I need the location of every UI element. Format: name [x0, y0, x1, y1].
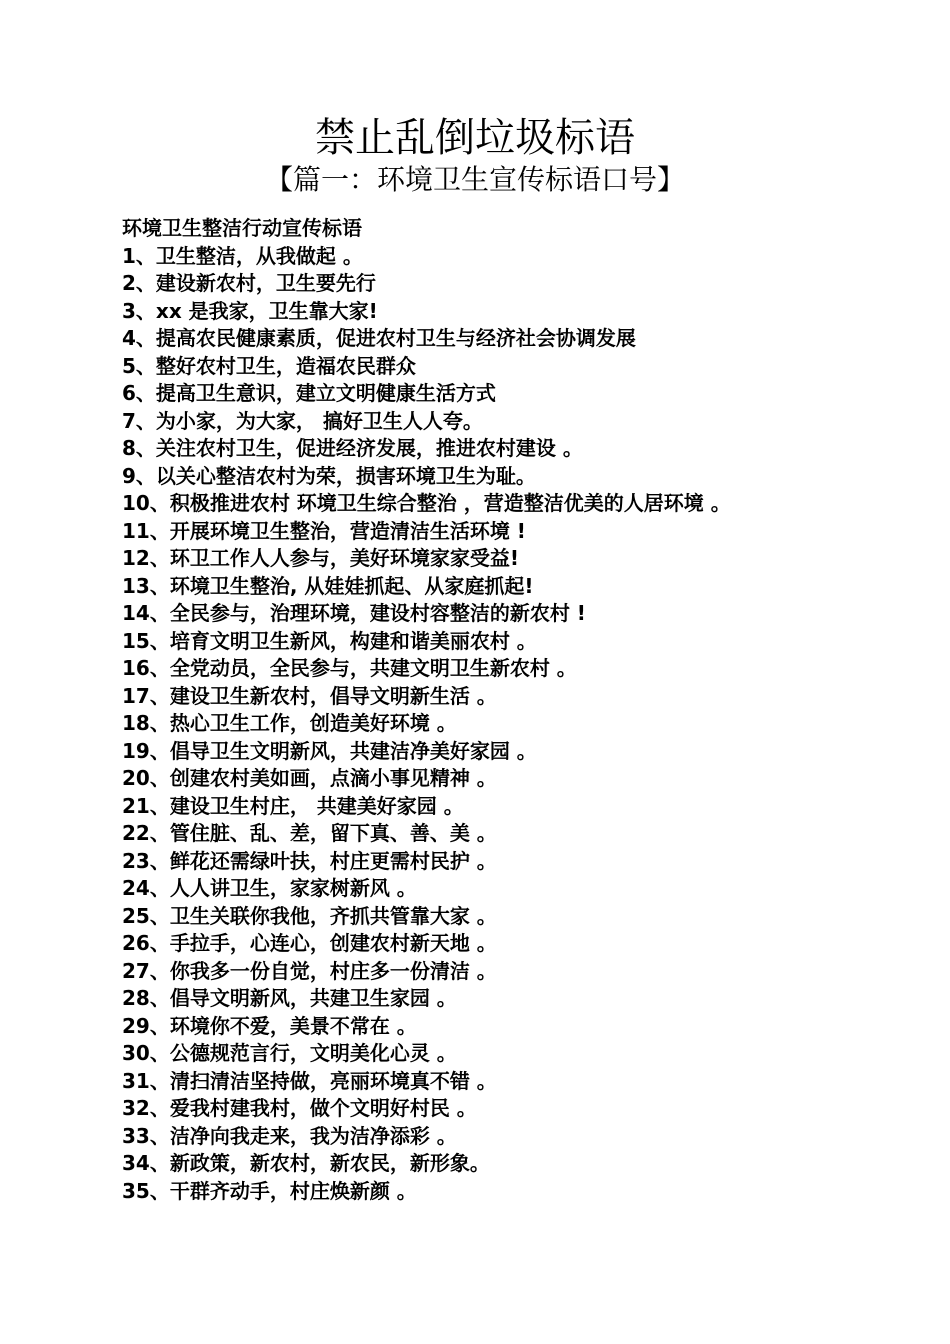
slogan-item: 3、xx 是我家，卫生靠大家!: [122, 298, 378, 323]
slogan-item: 2、建设新农村，卫生要先行: [122, 271, 376, 295]
slogan-item: 28、倡导文明新风，共建卫生家园 。: [122, 986, 457, 1010]
slogan-item: 31、清扫清洁坚持做，亮丽环境真不错 。: [122, 1068, 497, 1093]
slogan-item: 22、管住脏、乱、差，留下真、善、美 。: [122, 821, 497, 845]
slogan-item: 15、培育文明卫生新风，构建和谐美丽农村 。: [122, 628, 537, 653]
slogan-item: 35、干群齐动手，村庄焕新颜 。: [122, 1178, 417, 1203]
section-heading: 环境卫生整洁行动宣传标语: [122, 216, 362, 240]
slogan-item: 17、建设卫生新农村，倡导文明新生活 。: [122, 683, 497, 708]
document-title: 禁止乱倒垃圾标语: [315, 115, 635, 161]
slogan-item: 14、全民参与，治理环境，建设村容整洁的新农村 !: [122, 601, 586, 625]
slogan-item: 12、环卫工作人人参与，美好环境家家受益!: [122, 546, 519, 570]
slogan-item: 9、以关心整洁农村为荣，损害环境卫生为耻。: [122, 463, 536, 488]
slogan-item: 24、人人讲卫生，家家树新风 。: [122, 876, 417, 900]
slogan-item: 4、提高农民健康素质，促进农村卫生与经济社会协调发展: [122, 326, 636, 350]
slogan-list: [122, 243, 922, 1206]
slogan-item: 1、卫生整洁，从我做起 。: [122, 243, 363, 268]
slogan-item: 25、卫生关联你我他，齐抓共管靠大家 。: [122, 903, 497, 928]
slogan-item: 19、倡导卫生文明新风，共建洁净美好家园 。: [122, 738, 537, 763]
document-subtitle: 【篇一：环境卫生宣传标语口号】: [264, 163, 685, 196]
slogan-item: 16、全党动员，全民参与，共建文明卫生新农村 。: [122, 656, 577, 680]
slogan-item: 18、热心卫生工作，创造美好环境 。: [122, 711, 457, 735]
slogan-section: [122, 215, 922, 1205]
slogan-item: 20、创建农村美如画，点滴小事见精神 。: [122, 766, 497, 790]
slogan-item: 13、环境卫生整治, 从娃娃抓起、从家庭抓起!: [122, 573, 534, 598]
slogan-item: 29、环境你不爱，美景不常在 。: [122, 1013, 417, 1038]
slogan-item: 10、积极推进农村 环境卫生综合整治 ，营造整洁优美的人居环境 。: [122, 491, 731, 515]
slogan-item: 6、提高卫生意识，建立文明健康生活方式: [122, 381, 496, 405]
slogan-item: 8、关注农村卫生，促进经济发展，推进农村建设 。: [122, 436, 583, 460]
slogan-item: 32、爱我村建我村，做个文明好村民 。: [122, 1096, 477, 1120]
slogan-item: 33、洁净向我走来，我为洁净添彩 。: [122, 1123, 457, 1148]
slogan-item: 7、为小家，为大家， 搞好卫生人人夸。: [122, 408, 483, 433]
slogan-item: 27、你我多一份自觉，村庄多一份清洁 。: [122, 958, 497, 983]
slogan-item: 34、新政策，新农村，新农民，新形象。: [122, 1151, 490, 1175]
slogan-item: 21、建设卫生村庄， 共建美好家园 。: [122, 793, 464, 818]
slogan-item: 23、鲜花还需绿叶扶，村庄更需村民护 。: [122, 848, 497, 873]
slogan-item: 30、公德规范言行，文明美化心灵 。: [122, 1041, 457, 1065]
slogan-item: 5、整好农村卫生，造福农民群众: [122, 353, 416, 378]
slogan-item: 11、开展环境卫生整治，营造清洁生活环境 !: [122, 518, 526, 543]
slogan-item: 26、手拉手，心连心，创建农村新天地 。: [122, 931, 497, 955]
